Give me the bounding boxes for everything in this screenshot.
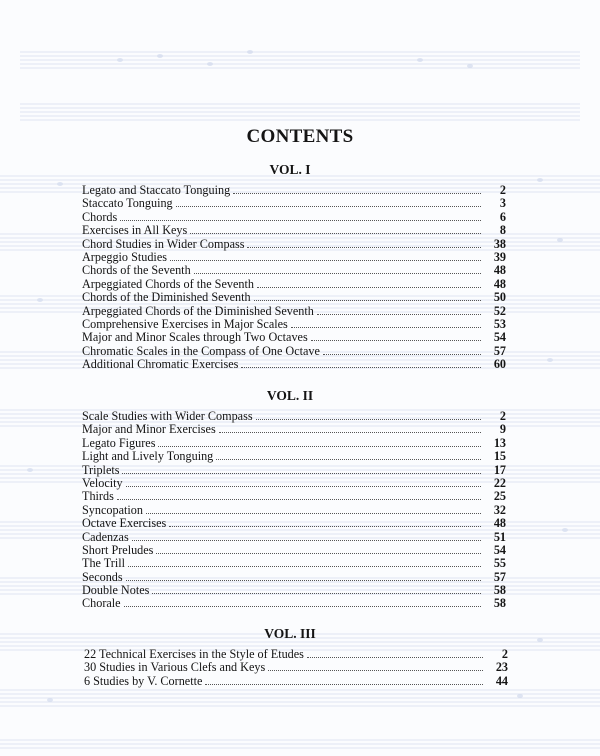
entry-page: 9 <box>499 422 506 437</box>
entry-title: Chord Studies in Wider Compass <box>82 236 245 251</box>
entry-title: Legato and Staccato Tonguing <box>82 183 231 197</box>
toc-entry <box>82 264 506 277</box>
entry-title: The Trill <box>82 556 126 571</box>
entry-page: 50 <box>493 290 506 305</box>
toc-entry <box>82 531 506 544</box>
entry-title: Additional Chromatic Exercises <box>82 357 239 372</box>
entry-title: Major and Minor Scales through Two Octaves <box>82 330 308 345</box>
entry-page: 44 <box>495 673 508 688</box>
toc-entry <box>82 305 506 318</box>
toc-entry <box>82 211 506 224</box>
entry-title: Major and Minor Exercises <box>82 422 216 437</box>
entry-page: 6 <box>499 209 506 224</box>
entry-page: 55 <box>493 556 506 571</box>
toc-entry <box>82 358 506 371</box>
entry-page: 58 <box>493 596 506 611</box>
entry-page: 60 <box>493 357 506 372</box>
toc-entry <box>82 490 506 503</box>
entry-title: 22 Technical Exercises in the Style of Etudes <box>84 647 304 661</box>
toc-entry <box>82 331 506 344</box>
entry-title: Short Preludes <box>82 542 154 557</box>
toc-entry <box>82 504 506 517</box>
entry-page: 52 <box>493 303 506 318</box>
toc-entry <box>82 557 506 570</box>
toc-entry <box>82 184 506 197</box>
toc-entry <box>84 675 508 688</box>
entry-title: Scale Studies with Wider Compass <box>82 409 253 423</box>
entry-page: 2 <box>501 647 508 661</box>
vol-3-heading: VOL. III <box>264 626 316 641</box>
entry-title: Chords of the Seventh <box>82 263 191 278</box>
entry-title: Octave Exercises <box>82 516 167 531</box>
toc-entry <box>84 661 508 674</box>
entry-title: 30 Studies in Various Clefs and Keys <box>84 660 266 675</box>
entry-title: Comprehensive Exercises in Major Scales <box>82 316 288 331</box>
entry-page: 32 <box>493 502 506 517</box>
vol-2-list <box>82 410 506 611</box>
entry-page: 3 <box>499 196 506 211</box>
entry-page: 48 <box>493 276 506 291</box>
toc-entry <box>82 238 506 251</box>
entry-title: Staccato Tonguing <box>82 196 173 211</box>
entry-page: 51 <box>493 529 506 544</box>
toc-entry <box>82 450 506 463</box>
entry-page: 25 <box>493 489 506 504</box>
entry-title: Chords of the Diminished Seventh <box>82 290 251 305</box>
toc-entry <box>82 517 506 530</box>
entry-page: 13 <box>493 435 506 450</box>
toc-entry <box>82 597 506 610</box>
toc-entry <box>82 584 506 597</box>
toc-entry <box>82 291 506 304</box>
entry-title: Arpeggiated Chords of the Seventh <box>82 276 254 291</box>
entry-page: 22 <box>493 475 506 490</box>
entry-title: Syncopation <box>82 502 143 517</box>
entry-title: Thirds <box>82 489 114 504</box>
entry-page: 54 <box>493 330 506 345</box>
toc-entry <box>82 345 506 358</box>
entry-page: 8 <box>499 223 506 238</box>
entry-title: Arpeggiated Chords of the Diminished Seventh <box>82 303 314 318</box>
entry-page: 54 <box>493 542 506 557</box>
vol-1-heading: VOL. I <box>269 162 311 177</box>
entry-page: 17 <box>493 462 506 477</box>
entry-page: 48 <box>493 263 506 278</box>
entry-page: 23 <box>495 660 508 675</box>
entry-title: Triplets <box>82 462 120 477</box>
toc-entry <box>82 197 506 210</box>
entry-title: Velocity <box>82 475 123 490</box>
entry-title: Light and Lively Tonguing <box>82 449 214 464</box>
toc-entry <box>82 278 506 291</box>
toc-entry <box>82 251 506 264</box>
entry-page: 2 <box>499 183 506 197</box>
vol-1-list <box>82 184 506 371</box>
entry-title: Chords <box>82 209 118 224</box>
entry-page: 38 <box>493 236 506 251</box>
entry-title: Exercises in All Keys <box>82 223 188 238</box>
toc-entry <box>82 464 506 477</box>
entry-title: Cadenzas <box>82 529 129 544</box>
page-title: CONTENTS <box>246 126 354 147</box>
toc-entry <box>82 224 506 237</box>
entry-title: Arpeggio Studies <box>82 249 167 264</box>
toc-entry <box>82 544 506 557</box>
toc-entry <box>82 410 506 423</box>
toc-entry <box>82 571 506 584</box>
entry-title: Chorale <box>82 596 121 611</box>
entry-title: 6 Studies by V. Cornette <box>84 673 203 688</box>
entry-page: 57 <box>493 569 506 584</box>
vol-3-list <box>84 648 508 688</box>
vol-2-heading: VOL. II <box>266 388 314 403</box>
entry-title: Double Notes <box>82 583 150 598</box>
toc-entry <box>82 477 506 490</box>
entry-title: Legato Figures <box>82 435 156 450</box>
entry-title: Seconds <box>82 569 123 584</box>
toc-entry <box>82 423 506 436</box>
entry-page: 39 <box>493 249 506 264</box>
entry-page: 58 <box>493 583 506 598</box>
entry-page: 57 <box>493 343 506 358</box>
toc-entry <box>82 437 506 450</box>
entry-page: 15 <box>493 449 506 464</box>
toc-entry <box>82 318 506 331</box>
toc-entry <box>84 648 508 661</box>
entry-page: 2 <box>499 409 506 423</box>
entry-page: 53 <box>493 316 506 331</box>
entry-page: 48 <box>493 516 506 531</box>
entry-title: Chromatic Scales in the Compass of One Octave <box>82 343 320 358</box>
